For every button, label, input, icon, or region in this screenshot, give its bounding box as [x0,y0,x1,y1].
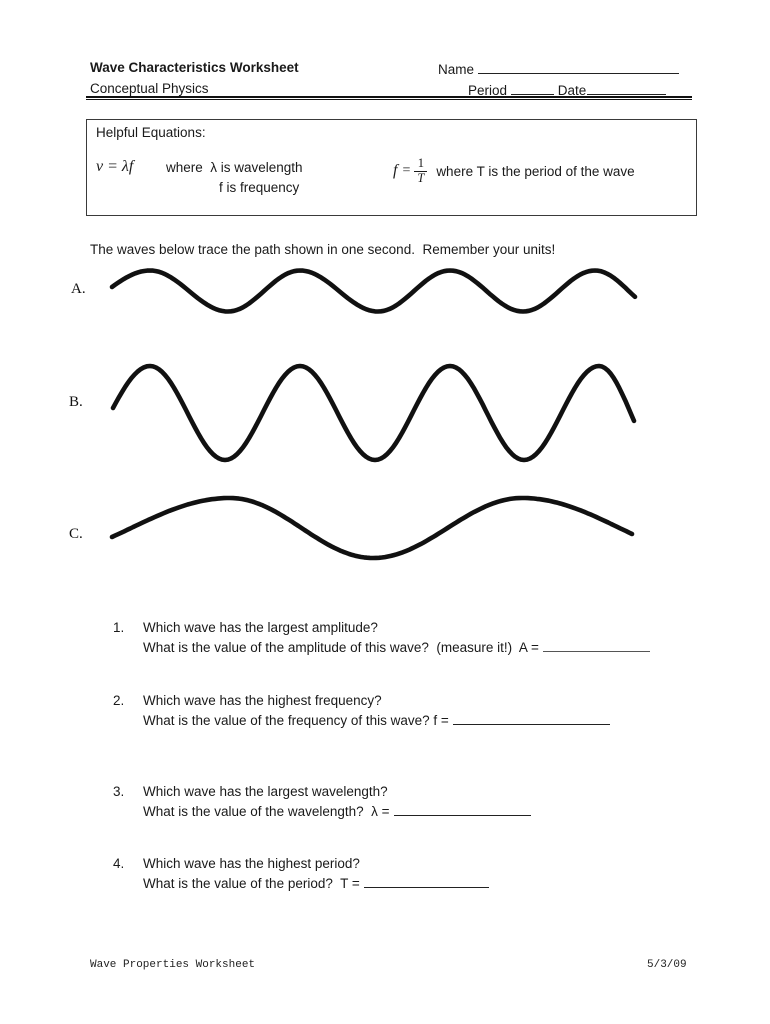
footer-date: 5/3/09 [647,959,687,971]
period-label: Period [468,83,508,98]
eq1-note-wavelength: where λ is wavelength [166,160,303,175]
wave-a-label: A. [71,281,86,297]
question-2-line1: Which wave has the highest frequency? [143,693,382,708]
question-3-body [143,782,531,822]
question-4-number: 4. [113,856,125,871]
helpful-equations-box [86,119,697,216]
wave-b-label: B. [69,394,83,410]
eq2-fraction [414,157,427,186]
question-1-line2 [143,638,650,658]
question-4-line1: Which wave has the highest period? [143,856,360,871]
equations-heading: Helpful Equations: [96,125,206,140]
question-2 [113,691,610,731]
question-3 [113,782,531,822]
date-field[interactable] [587,81,666,95]
page-subtitle: Conceptual Physics [90,81,209,96]
date-label: Date [557,83,587,98]
period-answer-field[interactable] [364,874,489,888]
question-4 [113,854,489,894]
question-3-line2-text: What is the value of the wavelength? λ = [143,804,390,819]
eq1-note-frequency: f is frequency [219,180,300,195]
name-row [438,60,679,77]
footer-title: Wave Properties Worksheet [90,959,256,971]
eq2-equals-sign: = [402,163,411,178]
question-4-line2-text: What is the value of the period? T = [143,876,360,891]
wavelength-answer-field[interactable] [394,802,531,816]
question-2-number: 2. [113,693,125,708]
name-label: Name [438,62,475,77]
wave-c-label: C. [69,526,83,542]
question-1-line1: Which wave has the largest amplitude? [143,620,378,635]
question-4-body [143,854,489,894]
period-field[interactable] [511,81,554,95]
question-3-number: 3. [113,784,125,799]
question-3-line1: Which wave has the largest wavelength? [143,784,388,799]
question-1-line2-text: What is the value of the amplitude of this wave? (measure it!) A = [143,640,539,655]
question-4-line2 [143,874,489,894]
instruction-text: The waves below trace the path shown in one second. Remember your units! [90,242,556,257]
name-field[interactable] [478,60,679,74]
question-1 [113,618,650,658]
equation-v-lambda-f: v = λf [96,158,134,175]
wave-c-curve [112,498,632,558]
eq2-denominator: T [414,171,427,186]
wave-b-curve [113,366,634,460]
question-2-body [143,691,610,731]
question-3-line2 [143,802,531,822]
eq2-note-period: where T is the period of the wave [436,163,635,179]
question-1-number: 1. [113,620,125,635]
question-1-body [143,618,650,658]
amplitude-answer-field[interactable] [543,638,650,652]
equation-f-equals-1-over-T [393,148,635,194]
eq2-numerator: 1 [417,155,424,170]
frequency-answer-field[interactable] [453,711,610,725]
question-2-line2 [143,711,610,731]
question-2-line2-text: What is the value of the frequency of this wave? f = [143,713,449,728]
page-title: Wave Characteristics Worksheet [90,60,299,75]
wave-a-curve [112,271,635,312]
header-divider [86,96,692,100]
eq2-lhs: f [393,162,398,179]
